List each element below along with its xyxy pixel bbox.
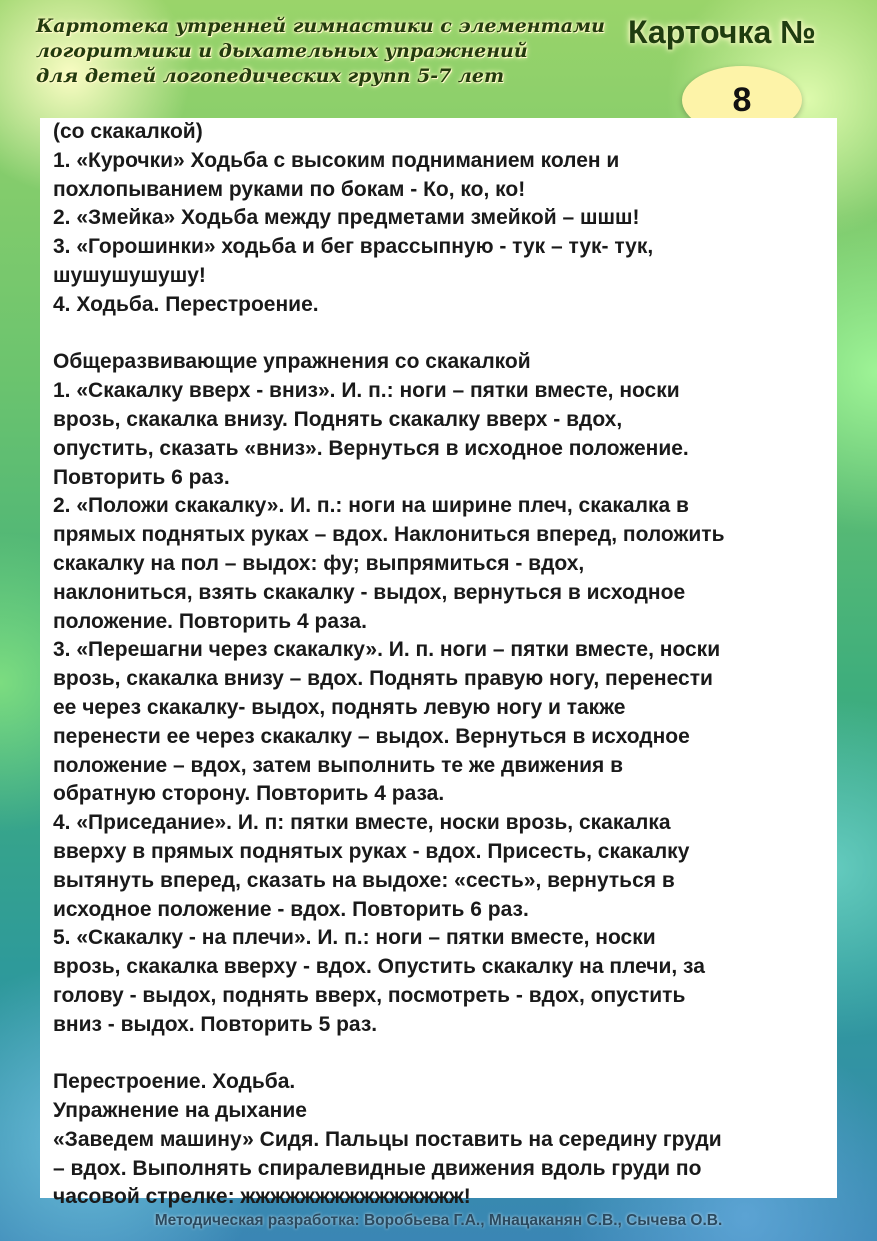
text-line: скакалку на пол – выдох: фу; выпрямиться - вдох,: [53, 551, 585, 575]
text-line: 4. Ходьба. Перестроение.: [53, 292, 319, 316]
text-line: «Заведем машину» Сидя. Пальцы поставить на середину груди: [53, 1127, 722, 1151]
exercise-content: [40, 118, 837, 1209]
text-line: – вдох. Выполнять спиралевидные движения вдоль груди по: [53, 1156, 702, 1180]
text-line: положение. Повторить 4 раза.: [53, 609, 367, 633]
text-line: (со скакалкой): [53, 120, 203, 143]
text-line: ее через скакалку- выдох, поднять левую ногу и также: [53, 695, 626, 719]
text-line: 4. «Приседание». И. п: пятки вместе, носки врозь, скакалка: [53, 811, 671, 835]
text-line: 5. «Скакалку - на плечи». И. п.: ноги – пятки вместе, носки: [53, 926, 656, 950]
text-line: исходное положение - вдох. Повторить 6 раз.: [53, 897, 529, 921]
text-line: 1. «Курочки» Ходьба с высоким подниманием колен и: [53, 148, 620, 172]
text-line: вверху в прямых поднятых руках - вдох. Присесть, скакалку: [53, 839, 690, 863]
text-line: шушушушушу!: [53, 263, 206, 287]
text-line: врозь, скакалка внизу – вдох. Поднять правую ногу, перенести: [53, 667, 713, 691]
text-line: вытянуть вперед, сказать на выдохе: «сесть», вернуться в: [53, 868, 675, 892]
card-number-badge: 8: [682, 66, 802, 134]
text-line: опустить, сказать «вниз». Вернуться в исходное положение.: [53, 436, 689, 460]
text-line: Общеразвивающие упражнения со скакалкой: [53, 350, 531, 374]
title-line-2: логоритмики и дыхательных упражнений: [36, 40, 528, 62]
text-line: врозь, скакалка внизу. Поднять скакалку вверх - вдох,: [53, 407, 623, 431]
text-line: 3. «Горошинки» ходьба и бег врассыпную - тук – тук- тук,: [53, 235, 654, 259]
text-line: перенести ее через скакалку – выдох. Вернуться в исходное: [53, 724, 690, 748]
blank-line: [53, 320, 823, 349]
text-line: врозь, скакалка вверху - вдох. Опустить скакалку на плечи, за: [53, 955, 705, 979]
text-line: 2. «Змейка» Ходьба между предметами змейкой – шшш!: [53, 206, 640, 230]
author-credits: Методическая разработка: Воробьева Г.А., Мнацаканян С.В., Сычева О.В.: [154, 1212, 723, 1229]
blank-line: [53, 1040, 823, 1069]
text-line: 3. «Перешагни через скакалку». И. п. ноги – пятки вместе, носки: [53, 638, 721, 662]
text-line: голову - выдох, поднять вверх, посмотреть - вдох, опустить: [53, 983, 686, 1007]
card-series-title: [36, 14, 605, 89]
title-line-3: для детей логопедических групп 5-7 лет: [36, 65, 505, 87]
text-line: похлопыванием руками по бокам - Ко, ко, ко!: [53, 177, 526, 201]
text-line: прямых поднятых руках – вдох. Наклониться вперед, положить: [53, 523, 725, 547]
text-line: 1. «Скакалку вверх - вниз». И. п.: ноги – пятки вместе, носки: [53, 379, 680, 403]
text-line: вниз - выдох. Повторить 5 раз.: [53, 1012, 378, 1036]
card-label: Карточка №: [628, 14, 816, 50]
text-line: Перестроение. Ходьба.: [53, 1070, 296, 1094]
text-line: 2. «Положи скакалку». И. п.: ноги на ширине плеч, скакалка в: [53, 494, 689, 518]
text-line: положение – вдох, затем выполнить те же движения в: [53, 753, 624, 777]
text-line: Повторить 6 раз.: [53, 465, 230, 489]
text-line: наклониться, взять скакалку - выдох, вернуться в исходное: [53, 580, 686, 604]
text-line: Упражнение на дыхание: [53, 1099, 307, 1123]
text-line: обратную сторону. Повторить 4 раза.: [53, 782, 445, 806]
title-line-1: Картотека утренней гимнастики с элементами: [36, 15, 605, 37]
text-line: часовой стрелке: жжжжжжжжжжжжжжж!: [53, 1185, 471, 1209]
